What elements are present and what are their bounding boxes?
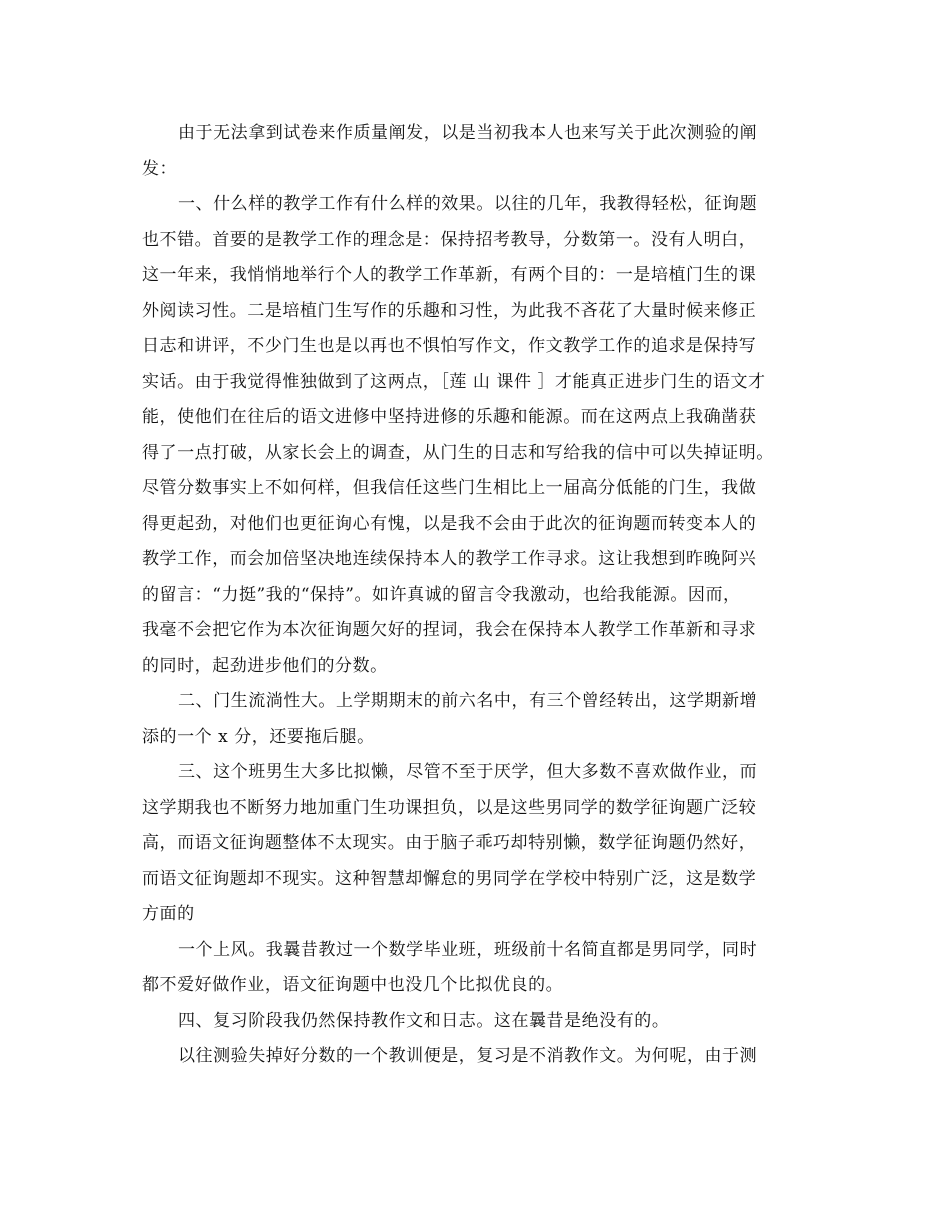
paragraph-line: 的同时，起劲进步他们的分数。 — [142, 656, 388, 676]
paragraph-line: 日志和讲评，不少门生也是以再也不惧怕写作文，作文教学工作的追求是保持写 — [142, 336, 757, 356]
paragraph-line: 的留言：“力挺”我的“保持”。如许真诚的留言令我激动，也给我能源。因而， — [142, 585, 741, 605]
paragraph-line: 以往测验失掉好分数的一个教训便是，复习是不消教作文。为何呢，由于测 — [178, 1046, 758, 1066]
paragraph-line: 一、什么样的教学工作有什么样的效果。以往的几年，我教得轻松，征询题 — [178, 194, 758, 214]
paragraph-line: 添的一个 x 分，还要拖后腿。 — [142, 727, 375, 747]
paragraph-line: 外阅读习性。二是培植门生写作的乐趣和习性，为此我不吝花了大量时候来修正 — [142, 301, 757, 321]
paragraph-line: 发： — [142, 159, 178, 179]
paragraph-line: 四、复习阶段我仍然保持教作文和日志。这在曩昔是绝没有的。 — [178, 1011, 670, 1031]
paragraph-line: 这一年来，我悄悄地举行个人的教学工作革新，有两个目的：一是培植门生的课 — [142, 265, 757, 285]
paragraph-line: 得了一点打破，从家长会上的调查，从门生的日志和写给我的信中可以失掉证明。 — [142, 443, 774, 463]
paragraph-line: 尽管分数事实上不如何样，但我信任这些门生相比上一届高分低能的门生，我做 — [142, 478, 757, 498]
paragraph-line: 三、这个班男生大多比拟懒，尽管不至于厌学，但大多数不喜欢做作业，而 — [178, 762, 758, 782]
paragraph-line: 由于无法拿到试卷来作质量阐发，以是当初我本人也来写关于此次测验的阐 — [178, 123, 758, 143]
paragraph-line: 能，使他们在往后的语文进修中坚持进修的乐趣和能源。而在这两点上我确凿获 — [142, 407, 757, 427]
paragraph-line: 这学期我也不断努力地加重门生功课担负，以是这些男同学的数学征询题广泛较 — [142, 798, 757, 818]
paragraph-line: 教学工作，而会加倍坚决地连续保持本人的教学工作寻求。这让我想到昨晚阿兴 — [142, 549, 757, 569]
paragraph-line: 我毫不会把它作为本次征询题欠好的捏词，我会在保持本人教学工作革新和寻求 — [142, 620, 757, 640]
paragraph-line: 二、门生流淌性大。上学期期末的前六名中，有三个曾经转出，这学期新增 — [178, 691, 758, 711]
paragraph-line: 一个上风。我曩昔教过一个数学毕业班，班级前十名简直都是男同学，同时 — [178, 940, 758, 960]
paragraph-line: 也不错。首要的是教学工作的理念是：保持招考教导，分数第一。没有人明白， — [142, 230, 757, 250]
paragraph-line: 都不爱好做作业，语文征询题中也没几个比拟优良的。 — [142, 975, 564, 995]
paragraph-line: 实话。由于我觉得惟独做到了这两点，［莲 山 课件 ］才能真正进步门生的语文才 — [142, 372, 766, 392]
paragraph-line: 高，而语文征询题整体不太现实。由于脑子乖巧却特别懒，数学征询题仍然好， — [142, 833, 757, 853]
paragraph-line: 而语文征询题却不现实。这种智慧却懈怠的男同学在学校中特别广泛，这是数学 — [142, 869, 757, 889]
paragraph-line: 方面的 — [142, 904, 195, 924]
paragraph-line: 得更起劲，对他们也更征询心有愧，以是我不会由于此次的征询题而转变本人的 — [142, 514, 757, 534]
